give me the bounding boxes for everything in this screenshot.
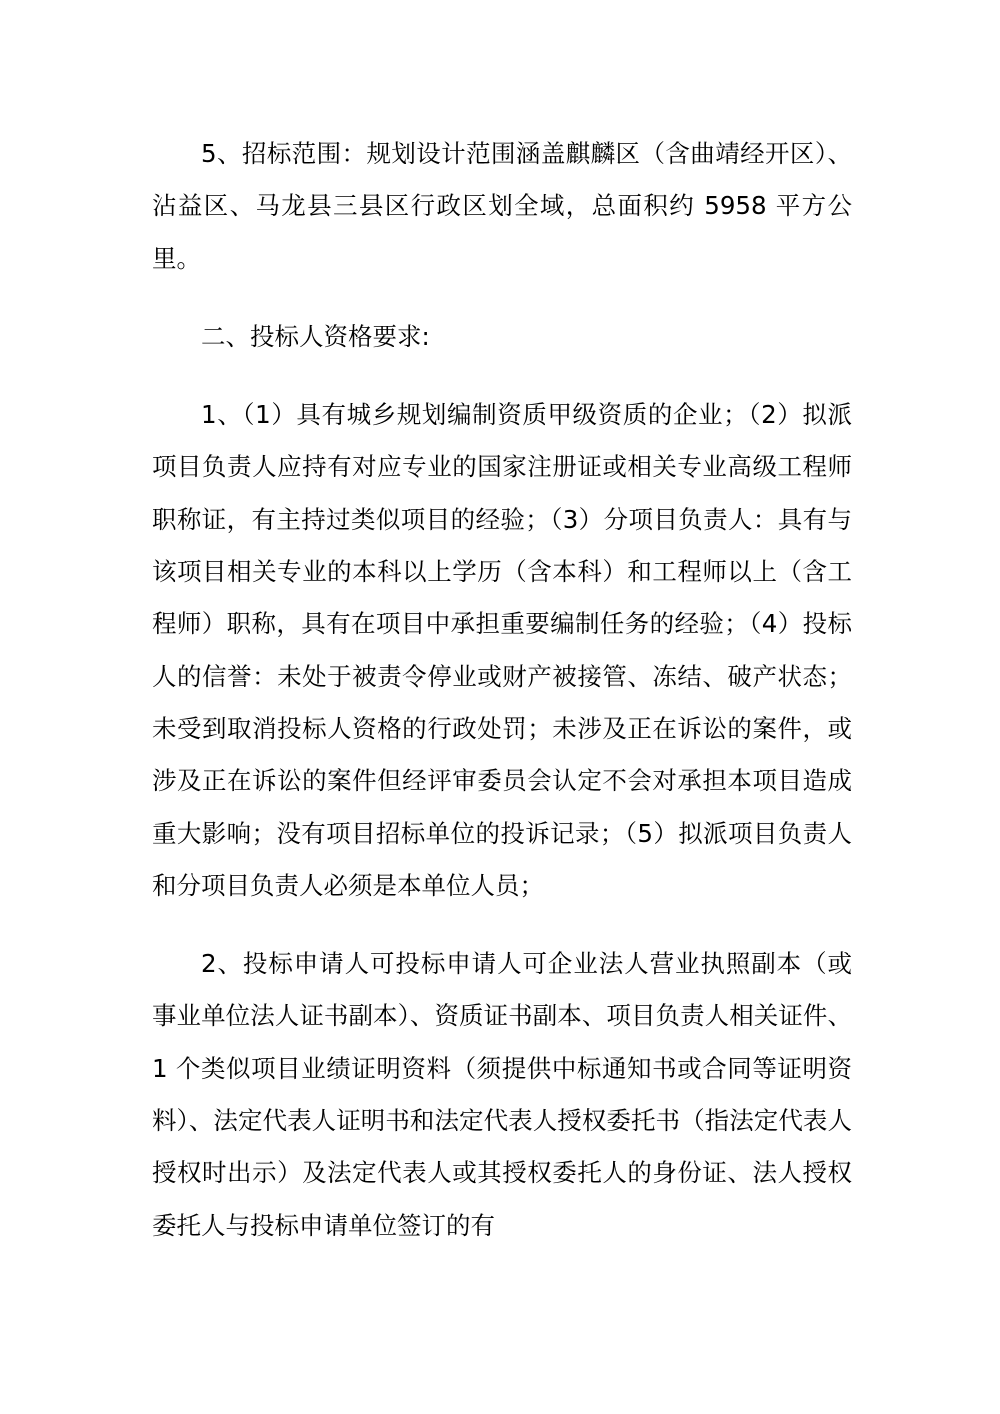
- paragraph-gap: [152, 285, 852, 311]
- paragraph-gap: [152, 363, 852, 389]
- paragraph-requirements-2: 2、投标申请人可投标申请人可企业法人营业执照副本（或事业单位法人证书副本）、资质证书副本、项目负责人相关证件、1 个类似项目业绩证明资料（须提供中标通知书或合同等证明资料）、法定代表人证明书和法定代表人授权委托书（指法定代表人授权时出示）及法定代表人或其授权委托人的身份证、法人授权委托人与投标申请单位签订的有: [152, 949, 852, 1240]
- paragraph-requirements-1: 1、（1）具有城乡规划编制资质甲级资质的企业；（2）拟派项目负责人应持有对应专业的国家注册证或相关专业高级工程师职称证，有主持过类似项目的经验；（3）分项目负责人：具有与该项目相关专业的本科以上学历（含本科）和工程师以上（含工程师）职称，具有在项目中承担重要编制任务的经验；（4）投标人的信誉：未处于被责令停业或财产被接管、冻结、破产状态；未受到取消投标人资格的行政处罚；未涉及正在诉讼的案件，或涉及正在诉讼的案件但经评审委员会认定不会对承担本项目造成重大影响；没有项目招标单位的投诉记录；（5）拟派项目负责人和分项目负责人必须是本单位人员；: [152, 400, 852, 900]
- paragraph-scope: 5、招标范围：规划设计范围涵盖麒麟区（含曲靖经开区）、沾益区、马龙县三县区行政区划全域，总面积约 5958 平方公里。: [152, 139, 852, 273]
- section-heading-qualifications: 二、投标人资格要求:: [201, 321, 430, 351]
- paragraph-gap: [152, 912, 852, 938]
- document-body: [152, 128, 852, 1252]
